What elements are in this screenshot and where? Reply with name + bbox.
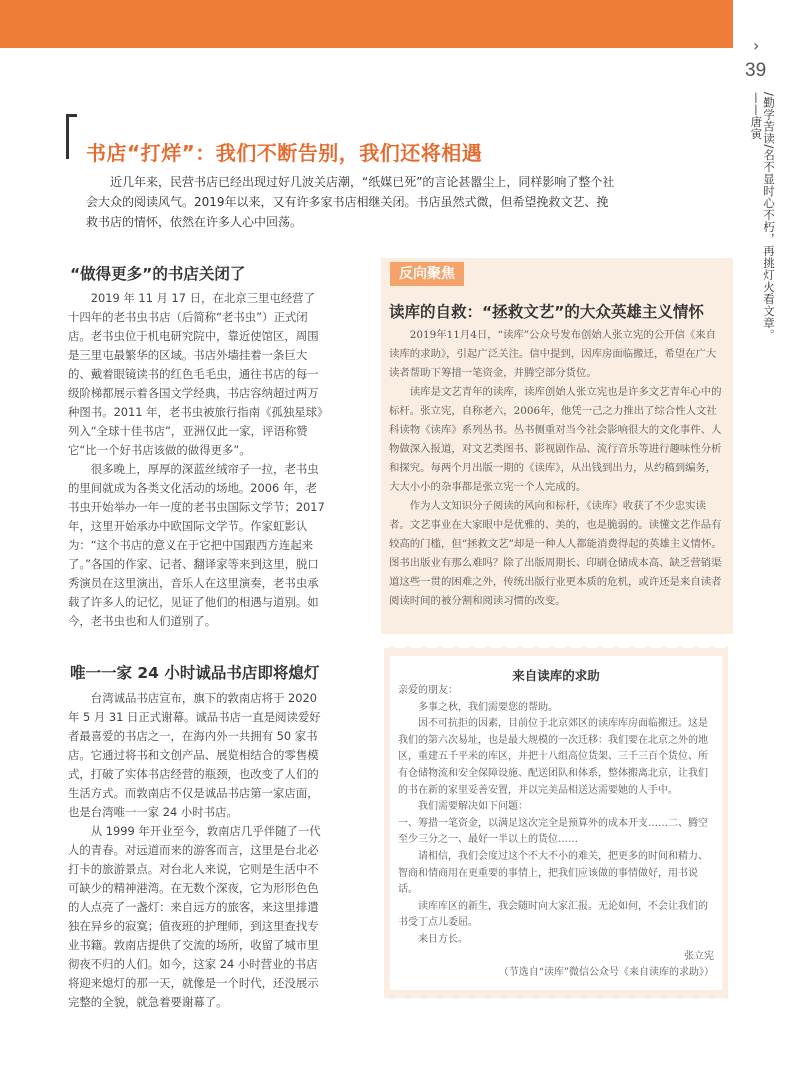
section2-heading: 唯一一家 24 小时诚品书店即将熄灯	[70, 664, 320, 682]
top-color-bar	[0, 0, 733, 48]
letter-greeting: 亲爱的朋友：	[398, 685, 458, 696]
section2-paragraph: 台湾诚品书店宣布，旗下的敦南店将于 2020 年 5 月 31 日正式谢幕。诚品书店一直是阅读爱好者最喜爱的书店之一，在海内外一共拥有 50 家书店。它通过将书和文创产品、展览相结合的零售模式，打破了实体书店经营的瓶颈，也改变了人们的生活方式。而敦南店不仅是诚品书店第一家店面，也是台湾唯一一家 24 小时书店。	[68, 691, 321, 819]
section1-body	[68, 289, 326, 631]
chevron-right-icon: ›	[753, 36, 760, 55]
intro-paragraph: 近几年来，民营书店已经出现过好几波关店潮，“纸媒已死”的言论甚嚣尘上，同样影响了整个社会大众的阅读风气。2019年以来，又有许多家书店相继关闭。书店虽然式微，但希望挽救文艺、挽救书店的情怀，依然在许多人心中回荡。	[86, 175, 615, 229]
focus-tag: 反向聚焦	[390, 262, 464, 286]
letter-body	[398, 683, 714, 982]
letter-line: 多事之秋，我们需要您的帮助。	[418, 701, 558, 713]
letter-signature: 张立宪	[684, 950, 714, 962]
focus-paragraph: 作为人文知识分子阅读的风向和标杆，《读库》收获了不少忠实读者。文艺事业在大家眼中是优雅的、美的，也是脆弱的。读懂文艺作品有较高的门槛，但“拯救文艺”却是一种人人都能消费得起的英雄主义情怀。图书出版业有那么难吗？除了出版周期长、印刷仓储成本高、缺乏营销渠道这些一贯的困难之外，传统出版行业更本质的危机，或许还是来自读者阅读时间的被分割和阅读习惯的改变。	[389, 500, 722, 607]
letter-scallop-bottom	[384, 990, 728, 1000]
letter-line: 请相信，我们会度过这个不大不小的难关，把更多的时间和精力、智商和情商用在更重要的事情上，把我们应该做的事情做好，用书说话。	[398, 850, 708, 896]
letter-line: 我们需要解决如下问题：	[418, 801, 528, 813]
article-title: 书店“打烊”：我们不断告别，我们还将相遇	[86, 141, 483, 166]
letter-line: 来日方长。	[418, 933, 468, 945]
focus-body	[389, 326, 723, 611]
section1-paragraph: 很多晚上，厚厚的深蓝丝绒帘子一拉，老书虫的里间就成为各类文化活动的场地。2006 年，老书虫开始举办一年一度的老书虫国际文学节；2017 年，这里开始承办中欧国际文学节。作家虹影认为：“这个书店的意义在于它把中国跟西方连起来了。”各国的作家、记者、翻译家等来到这里，脱口秀演员在这里演出，音乐人在这里演奏，老书虫承载了许多人的记忆，见证了他们的相遇与道别。如今，老书虫也和人们道别了。	[68, 462, 325, 628]
section1-paragraph: 2019 年 11 月 17 日，在北京三里屯经营了十四年的老书虫书店（后简称“老书虫”）正式闭店。老书虫位于机电研究院中，靠近使馆区，周围是三里屯最繁华的区域。书店外墙挂着一条巨大的、戴着眼镜读书的红色毛毛虫，通往书店的每一级阶梯都展示着各国文学经典，书店容纳超过两万种图书。2011 年，老书虫被旅行指南《孤独星球》列入“全球十佳书店”，亚洲仅此一家，评语称赞它“比一个好书店该做的做得更多”。	[68, 291, 323, 457]
page-number: 39	[745, 60, 767, 81]
section2-body	[68, 689, 326, 1012]
section2-paragraph: 从 1999 年开业至今，敦南店几乎伴随了一代人的青春。对远道而来的游客而言，这里是台北必打卡的旅游景点。对台北人来说，它则是生活中不可缺少的精神港湾。在无数个深夜，它为形形色色的人点亮了一盏灯：来自远方的旅客，来这里排遣独在异乡的寂寞；值夜班的护理师，到这里查找专业书籍。敦南店提供了交流的场所，收留了城市里彻夜不归的人们。如今，这家 24 小时营业的书店将迎来熄灯的那一天，就像是一个时代，还没展示完整的全貌，就急着要谢幕了。	[68, 824, 321, 1009]
focus-paragraph: 读库是文艺青年的读库，读库创始人张立宪也是许多文艺青年心中的标杆。张立宪，自称老六，2006年，他凭一己之力推出了综合性人文社科读物《读库》系列丛书。丛书侧重对当今社会影响很大的文化事件、人物做深入报道，对文艺类图书、影视剧作品、流行音乐等进行趣味性分析和探究。每两个月出版一期的《读库》，从出钱到出力，从约稿到编务，大大小小的杂事都是张立宪一个人完成的。	[389, 386, 722, 493]
letter-scallop-top	[384, 646, 728, 656]
letter-title: 来自读库的求助	[512, 668, 600, 683]
section1-heading: “做得更多”的书店关闭了	[70, 265, 246, 283]
letter-line: 因不可抗拒的因素，目前位于北京郊区的读库库房面临搬迁。这是我们的第六次易址，也是最大规模的一次迁移：我们要在北京之外的地区，重建五千平米的库区，并把十八组高位货架、三千三百个货位、所有仓储物流和安全保障设施、配送团队和体系，整体搬离北京，让我们的书在新的家里妥善安置，并以完美品相送达需要她的人手中。	[398, 718, 708, 796]
letter-line: 读库库区的新生，我会随时向大家汇报。无论如何，不会让我们的书受丁点儿委屈。	[398, 900, 708, 929]
focus-title: 读库的自救：“拯救文艺”的大众英雄主义情怀	[389, 303, 704, 321]
focus-paragraph: 2019年11月4日，“读库”公众号发布创始人张立宪的公开信《来自读库的求助》，引起广泛关注。信中提到，因库房面临搬迁，希望在广大读者帮助下筹措一笔资金，并腾空部分货位。	[389, 329, 717, 379]
title-bracket-decoration	[66, 114, 77, 159]
letter-source: （节选自“读库”微信公众号《来自读库的求助》）	[498, 967, 714, 979]
letter-line: 一、筹措一笔资金，以满足这次完全是预算外的成本开支……二、腾空至少三分之一、最好一半以上的货位……	[398, 817, 708, 846]
column-side-label: /勤学苦读/名不显时心不朽，再挑灯火看文章。——唐寅	[749, 92, 776, 341]
